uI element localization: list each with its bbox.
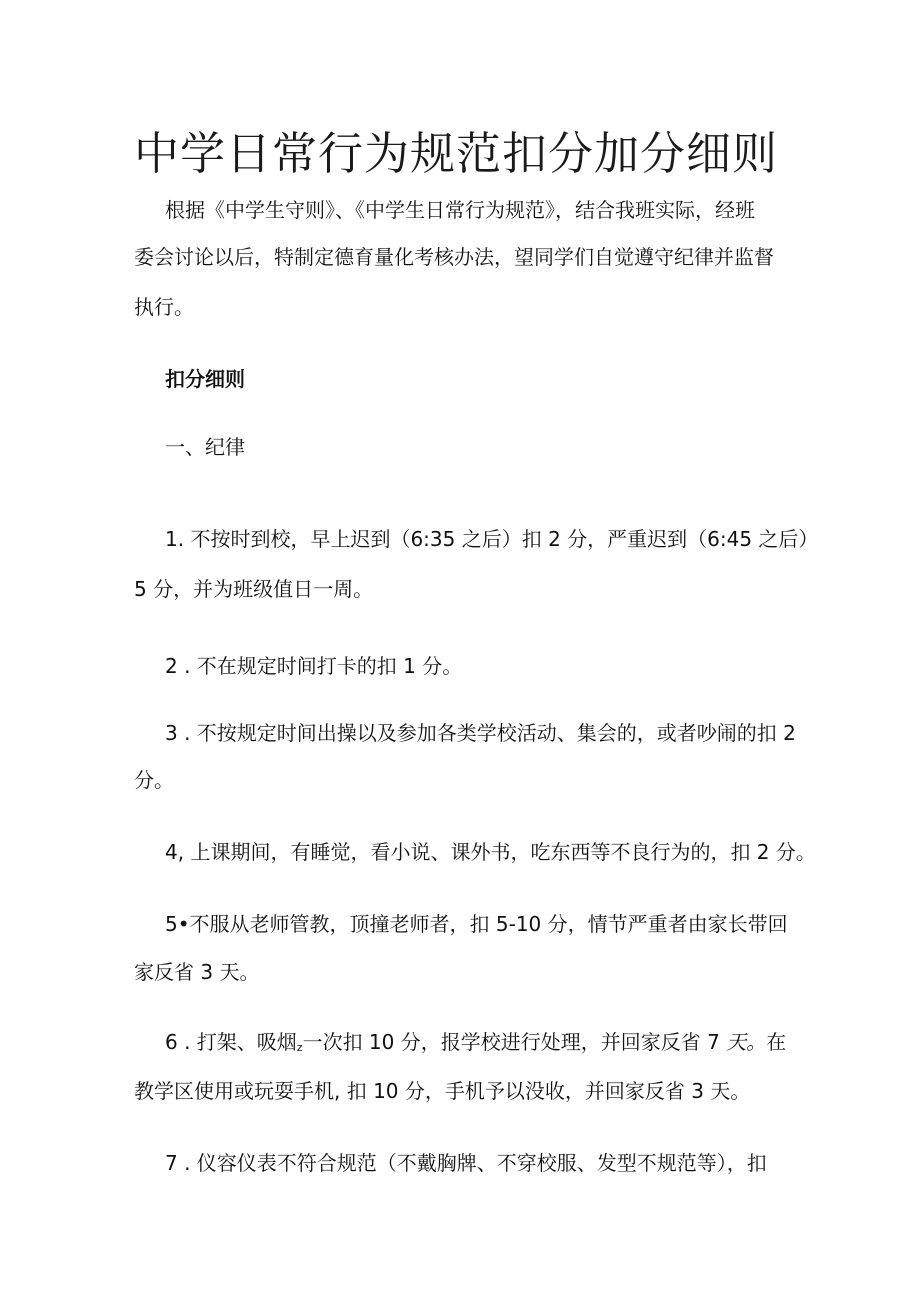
rule-5-line-2: 家反省 3 天。 [134, 960, 260, 984]
rule-6-line-2: 教学区使用或玩耍手机, 扣 10 分，手机予以没收，并回家反省 3 天。 [134, 1079, 751, 1103]
page-title: 中学日常行为规范扣分加分细则 [134, 127, 779, 180]
rule-6-text-a: 6 . 打架、吸烟 [165, 1030, 297, 1054]
rule-6-text-d: 在 [766, 1030, 787, 1054]
subsection-heading: 一、纪律 [165, 435, 245, 459]
rule-1-line-2: 5 分，并为班级值日一周。 [134, 577, 374, 601]
rule-6-line-1 [165, 1028, 786, 1062]
rule-6-subscript: z [296, 1041, 303, 1054]
rule-2: 2 . 不在规定时间打卡的扣 1 分。 [165, 654, 463, 678]
rule-5-line-1: 5•不服从老师管教，顶撞老师者，扣 5-10 分，情节严重者由家长带回 [165, 912, 788, 936]
rule-6-italic-days: 天。 [726, 1030, 767, 1054]
rule-6-text-b: 一次扣 10 分，报学校进行处理，并回家反省 7 [302, 1030, 727, 1054]
rule-1-line-1: 1. 不按时到校，早上迟到（6:35 之后）扣 2 分，严重迟到（6:45 之后） [165, 527, 819, 551]
rule-3-line-1: 3 . 不按规定时间出操以及参加各类学校活动、集会的，或者吵闹的扣 2 [165, 721, 796, 745]
section-heading: 扣分细则 [165, 367, 245, 391]
intro-line-2: 委会讨论以后，特制定德育量化考核办法，望同学们自觉遵守纪律并监督 [134, 245, 774, 269]
rule-4: 4, 上课期间，有睡觉，看小说、课外书，吃东西等不良行为的，扣 2 分。 [165, 840, 816, 864]
intro-line-3: 执行。 [134, 295, 194, 319]
rule-3-line-2: 分。 [134, 768, 174, 792]
rule-7-line-1: 7 . 仪容仪表不符合规范（不戴胸牌、不穿校服、发型不规范等），扣 [165, 1151, 767, 1175]
intro-line-1: 根据《中学生守则》、《中学生日常行为规范》，结合我班实际，经班 [165, 198, 755, 222]
